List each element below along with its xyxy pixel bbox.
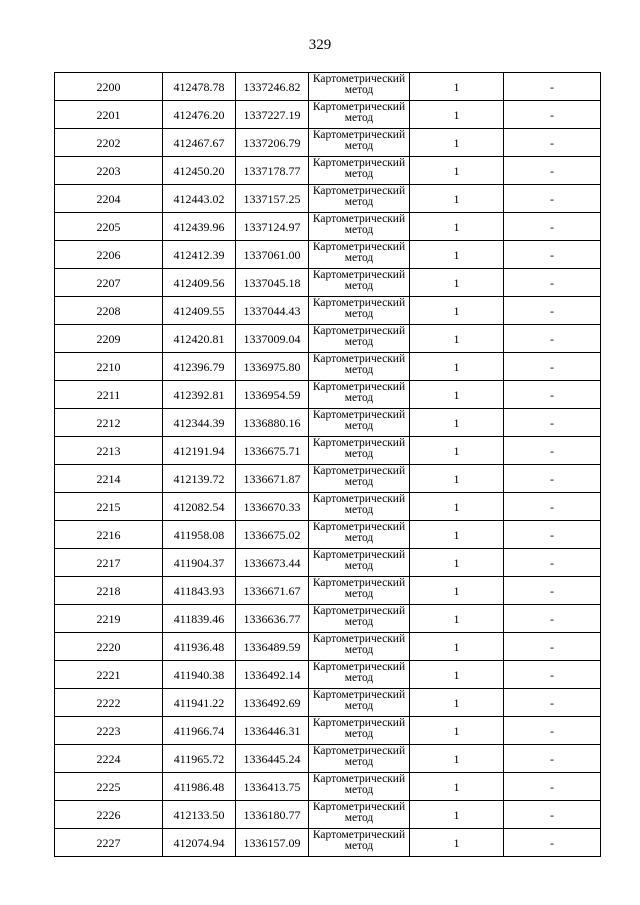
method-cell: Картометрический метод (309, 549, 410, 577)
accuracy-cell: 1 (410, 521, 504, 549)
point-number-cell: 2220 (55, 633, 163, 661)
point-number-cell: 2224 (55, 745, 163, 773)
method-cell: Картометрический метод (309, 829, 410, 857)
table-row (55, 773, 601, 801)
point-number-cell: 2214 (55, 465, 163, 493)
point-number-cell: 2218 (55, 577, 163, 605)
description-cell: - (504, 269, 601, 297)
table-row (55, 633, 601, 661)
description-cell: - (504, 213, 601, 241)
description-cell: - (504, 241, 601, 269)
description-cell: - (504, 549, 601, 577)
table-row (55, 101, 601, 129)
y-coordinate-cell: 1336673.44 (236, 549, 309, 577)
description-cell: - (504, 689, 601, 717)
accuracy-cell: 1 (410, 185, 504, 213)
method-cell: Картометрический метод (309, 577, 410, 605)
method-cell: Картометрический метод (309, 297, 410, 325)
y-coordinate-cell: 1336880.16 (236, 409, 309, 437)
method-cell: Картометрический метод (309, 269, 410, 297)
accuracy-cell: 1 (410, 129, 504, 157)
coordinates-table (54, 72, 601, 857)
accuracy-cell: 1 (410, 325, 504, 353)
point-number-cell: 2208 (55, 297, 163, 325)
description-cell: - (504, 717, 601, 745)
accuracy-cell: 1 (410, 689, 504, 717)
point-number-cell: 2201 (55, 101, 163, 129)
point-number-cell: 2213 (55, 437, 163, 465)
accuracy-cell: 1 (410, 157, 504, 185)
table-row (55, 73, 601, 101)
table-row (55, 437, 601, 465)
method-cell: Картометрический метод (309, 605, 410, 633)
description-cell: - (504, 605, 601, 633)
point-number-cell: 2203 (55, 157, 163, 185)
accuracy-cell: 1 (410, 101, 504, 129)
y-coordinate-cell: 1337246.82 (236, 73, 309, 101)
y-coordinate-cell: 1336413.75 (236, 773, 309, 801)
accuracy-cell: 1 (410, 577, 504, 605)
x-coordinate-cell: 412409.56 (163, 269, 236, 297)
y-coordinate-cell: 1336671.87 (236, 465, 309, 493)
method-cell: Картометрический метод (309, 409, 410, 437)
x-coordinate-cell: 412139.72 (163, 465, 236, 493)
table-row (55, 409, 601, 437)
accuracy-cell: 1 (410, 465, 504, 493)
description-cell: - (504, 157, 601, 185)
description-cell: - (504, 829, 601, 857)
accuracy-cell: 1 (410, 269, 504, 297)
method-cell: Картометрический метод (309, 801, 410, 829)
y-coordinate-cell: 1337157.25 (236, 185, 309, 213)
x-coordinate-cell: 412439.96 (163, 213, 236, 241)
accuracy-cell: 1 (410, 409, 504, 437)
accuracy-cell: 1 (410, 493, 504, 521)
point-number-cell: 2211 (55, 381, 163, 409)
table-row (55, 605, 601, 633)
description-cell: - (504, 101, 601, 129)
description-cell: - (504, 437, 601, 465)
description-cell: - (504, 185, 601, 213)
table-row (55, 269, 601, 297)
description-cell: - (504, 577, 601, 605)
y-coordinate-cell: 1336671.67 (236, 577, 309, 605)
x-coordinate-cell: 412478.78 (163, 73, 236, 101)
description-cell: - (504, 465, 601, 493)
table-row (55, 353, 601, 381)
x-coordinate-cell: 412412.39 (163, 241, 236, 269)
method-cell: Картометрический метод (309, 213, 410, 241)
description-cell: - (504, 353, 601, 381)
method-cell: Картометрический метод (309, 353, 410, 381)
table-row (55, 185, 601, 213)
point-number-cell: 2216 (55, 521, 163, 549)
x-coordinate-cell: 412074.94 (163, 829, 236, 857)
x-coordinate-cell: 412420.81 (163, 325, 236, 353)
point-number-cell: 2217 (55, 549, 163, 577)
x-coordinate-cell: 412191.94 (163, 437, 236, 465)
table-row (55, 129, 601, 157)
page-number: 329 (308, 37, 332, 53)
y-coordinate-cell: 1336492.14 (236, 661, 309, 689)
y-coordinate-cell: 1336636.77 (236, 605, 309, 633)
x-coordinate-cell: 411958.08 (163, 521, 236, 549)
table-row (55, 717, 601, 745)
description-cell: - (504, 129, 601, 157)
coordinates-table-body (55, 73, 601, 857)
x-coordinate-cell: 412450.20 (163, 157, 236, 185)
x-coordinate-cell: 411936.48 (163, 633, 236, 661)
accuracy-cell: 1 (410, 437, 504, 465)
y-coordinate-cell: 1336445.24 (236, 745, 309, 773)
point-number-cell: 2223 (55, 717, 163, 745)
method-cell: Картометрический метод (309, 745, 410, 773)
point-number-cell: 2206 (55, 241, 163, 269)
accuracy-cell: 1 (410, 801, 504, 829)
point-number-cell: 2227 (55, 829, 163, 857)
description-cell: - (504, 73, 601, 101)
description-cell: - (504, 521, 601, 549)
y-coordinate-cell: 1337178.77 (236, 157, 309, 185)
table-row (55, 829, 601, 857)
y-coordinate-cell: 1336446.31 (236, 717, 309, 745)
accuracy-cell: 1 (410, 73, 504, 101)
x-coordinate-cell: 412082.54 (163, 493, 236, 521)
method-cell: Картометрический метод (309, 661, 410, 689)
y-coordinate-cell: 1336675.71 (236, 437, 309, 465)
description-cell: - (504, 633, 601, 661)
method-cell: Картометрический метод (309, 773, 410, 801)
description-cell: - (504, 801, 601, 829)
method-cell: Картометрический метод (309, 73, 410, 101)
accuracy-cell: 1 (410, 773, 504, 801)
method-cell: Картометрический метод (309, 633, 410, 661)
method-cell: Картометрический метод (309, 101, 410, 129)
table-row (55, 801, 601, 829)
y-coordinate-cell: 1336492.69 (236, 689, 309, 717)
table-row (55, 241, 601, 269)
point-number-cell: 2222 (55, 689, 163, 717)
point-number-cell: 2209 (55, 325, 163, 353)
accuracy-cell: 1 (410, 381, 504, 409)
accuracy-cell: 1 (410, 605, 504, 633)
x-coordinate-cell: 411839.46 (163, 605, 236, 633)
accuracy-cell: 1 (410, 353, 504, 381)
method-cell: Картометрический метод (309, 465, 410, 493)
accuracy-cell: 1 (410, 213, 504, 241)
x-coordinate-cell: 412133.50 (163, 801, 236, 829)
point-number-cell: 2200 (55, 73, 163, 101)
point-number-cell: 2221 (55, 661, 163, 689)
table-row (55, 213, 601, 241)
x-coordinate-cell: 411904.37 (163, 549, 236, 577)
accuracy-cell: 1 (410, 745, 504, 773)
method-cell: Картометрический метод (309, 241, 410, 269)
table-row (55, 493, 601, 521)
method-cell: Картометрический метод (309, 521, 410, 549)
accuracy-cell: 1 (410, 717, 504, 745)
point-number-cell: 2204 (55, 185, 163, 213)
x-coordinate-cell: 411965.72 (163, 745, 236, 773)
y-coordinate-cell: 1336975.80 (236, 353, 309, 381)
method-cell: Картометрический метод (309, 325, 410, 353)
table-row (55, 297, 601, 325)
method-cell: Картометрический метод (309, 689, 410, 717)
x-coordinate-cell: 411940.38 (163, 661, 236, 689)
y-coordinate-cell: 1337124.97 (236, 213, 309, 241)
description-cell: - (504, 773, 601, 801)
accuracy-cell: 1 (410, 549, 504, 577)
table-row (55, 661, 601, 689)
description-cell: - (504, 493, 601, 521)
table-row (55, 465, 601, 493)
x-coordinate-cell: 411941.22 (163, 689, 236, 717)
x-coordinate-cell: 412409.55 (163, 297, 236, 325)
accuracy-cell: 1 (410, 297, 504, 325)
y-coordinate-cell: 1337206.79 (236, 129, 309, 157)
point-number-cell: 2210 (55, 353, 163, 381)
y-coordinate-cell: 1336954.59 (236, 381, 309, 409)
x-coordinate-cell: 412476.20 (163, 101, 236, 129)
x-coordinate-cell: 411986.48 (163, 773, 236, 801)
point-number-cell: 2205 (55, 213, 163, 241)
table-row (55, 549, 601, 577)
y-coordinate-cell: 1336489.59 (236, 633, 309, 661)
y-coordinate-cell: 1337044.43 (236, 297, 309, 325)
description-cell: - (504, 325, 601, 353)
accuracy-cell: 1 (410, 829, 504, 857)
x-coordinate-cell: 411966.74 (163, 717, 236, 745)
point-number-cell: 2207 (55, 269, 163, 297)
table-row (55, 745, 601, 773)
y-coordinate-cell: 1336670.33 (236, 493, 309, 521)
y-coordinate-cell: 1337061.00 (236, 241, 309, 269)
x-coordinate-cell: 411843.93 (163, 577, 236, 605)
description-cell: - (504, 661, 601, 689)
accuracy-cell: 1 (410, 241, 504, 269)
description-cell: - (504, 409, 601, 437)
x-coordinate-cell: 412443.02 (163, 185, 236, 213)
method-cell: Картометрический метод (309, 185, 410, 213)
table-row (55, 689, 601, 717)
point-number-cell: 2219 (55, 605, 163, 633)
x-coordinate-cell: 412396.79 (163, 353, 236, 381)
y-coordinate-cell: 1336157.09 (236, 829, 309, 857)
method-cell: Картометрический метод (309, 717, 410, 745)
table-row (55, 381, 601, 409)
point-number-cell: 2202 (55, 129, 163, 157)
x-coordinate-cell: 412344.39 (163, 409, 236, 437)
point-number-cell: 2212 (55, 409, 163, 437)
table-row (55, 521, 601, 549)
table-row (55, 157, 601, 185)
accuracy-cell: 1 (410, 661, 504, 689)
description-cell: - (504, 297, 601, 325)
method-cell: Картометрический метод (309, 437, 410, 465)
y-coordinate-cell: 1337227.19 (236, 101, 309, 129)
description-cell: - (504, 381, 601, 409)
table-row (55, 325, 601, 353)
method-cell: Картометрический метод (309, 493, 410, 521)
table-row (55, 577, 601, 605)
point-number-cell: 2225 (55, 773, 163, 801)
y-coordinate-cell: 1337045.18 (236, 269, 309, 297)
accuracy-cell: 1 (410, 633, 504, 661)
method-cell: Картометрический метод (309, 381, 410, 409)
method-cell: Картометрический метод (309, 129, 410, 157)
x-coordinate-cell: 412392.81 (163, 381, 236, 409)
method-cell: Картометрический метод (309, 157, 410, 185)
y-coordinate-cell: 1336180.77 (236, 801, 309, 829)
point-number-cell: 2226 (55, 801, 163, 829)
y-coordinate-cell: 1337009.04 (236, 325, 309, 353)
description-cell: - (504, 745, 601, 773)
y-coordinate-cell: 1336675.02 (236, 521, 309, 549)
x-coordinate-cell: 412467.67 (163, 129, 236, 157)
point-number-cell: 2215 (55, 493, 163, 521)
